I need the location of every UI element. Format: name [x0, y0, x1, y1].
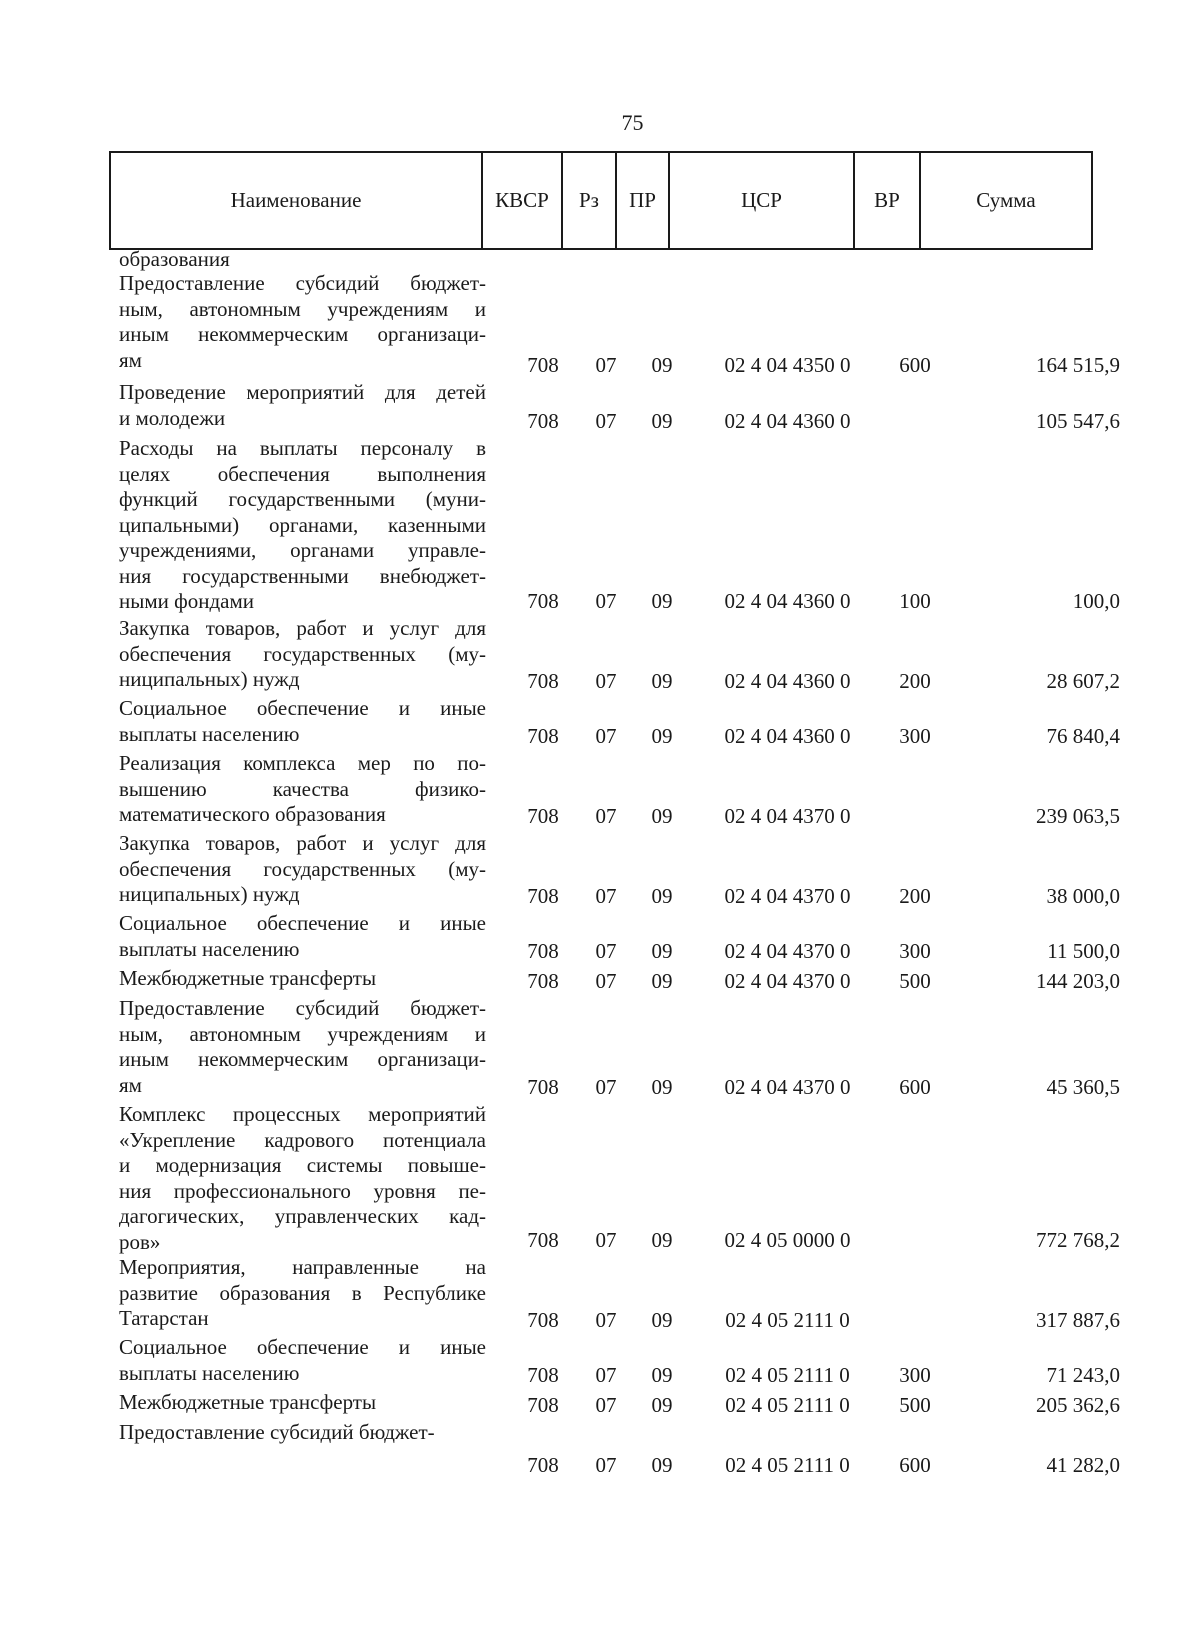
row-name-line: ния государственными внебюджет- — [119, 563, 486, 588]
table-row — [0, 436, 1200, 616]
row-name — [119, 831, 486, 908]
row-name-line: Закупка товаров, работ и услуг для — [119, 831, 486, 855]
row-pr: 09 — [651, 968, 673, 993]
row-name-line: Социальное обеспечение и иные — [119, 1335, 486, 1359]
row-name-line: учреждениями, органами управле- — [119, 538, 486, 562]
table-row — [0, 1420, 1200, 1480]
row-name-line: Предоставление субсидий бюджет- — [119, 1420, 435, 1444]
row-vr: 600 — [899, 1452, 931, 1477]
row-kvsr: 708 — [527, 408, 559, 433]
header-csr: ЦСР — [669, 152, 854, 249]
row-name — [119, 996, 486, 1098]
row-rz: 07 — [595, 968, 617, 993]
row-name-line: иным некоммерческим организаци- — [119, 1047, 486, 1071]
row-name-line: ным, автономным учреждениям и — [119, 1021, 486, 1046]
row-name-line: ными фондами — [119, 589, 255, 613]
row-csr: 02 4 04 4370 0 — [724, 883, 851, 908]
row-sum: 144 203,0 — [1036, 968, 1120, 993]
row-name-line: Реализация комплекса мер по по- — [119, 751, 486, 775]
row-sum: 28 607,2 — [1046, 668, 1120, 693]
row-name-line: Межбюджетные трансферты — [119, 966, 377, 990]
header-rz: Рз — [562, 152, 616, 249]
row-sum: 45 360,5 — [1046, 1074, 1120, 1099]
row-vr: 500 — [899, 968, 931, 993]
row-name-line: ров» — [119, 1229, 161, 1254]
row-sum: 11 500,0 — [1047, 938, 1120, 963]
row-name-line: Социальное обеспечение и иные — [119, 911, 486, 935]
row-rz: 07 — [595, 723, 617, 748]
row-csr: 02 4 05 2111 0 — [725, 1362, 850, 1387]
row-pr: 09 — [651, 1452, 673, 1477]
row-name-line: ным, автономным учреждениям и — [119, 296, 486, 321]
row-name-line: «Укрепление кадрового потенциала — [119, 1127, 486, 1152]
row-name-line: Расходы на выплаты персоналу в — [119, 436, 486, 460]
row-name-line: иным некоммерческим организаци- — [119, 322, 486, 346]
row-name — [119, 616, 486, 693]
row-vr: 200 — [899, 668, 931, 693]
table-row — [0, 247, 1200, 271]
row-csr: 02 4 04 4360 0 — [724, 668, 851, 693]
row-pr: 09 — [651, 803, 673, 828]
row-kvsr: 708 — [527, 1307, 559, 1332]
table-row — [0, 751, 1200, 831]
table-row — [0, 996, 1200, 1102]
row-csr: 02 4 04 4350 0 — [724, 352, 851, 377]
row-name-line: Предоставление субсидий бюджет- — [119, 996, 486, 1020]
row-sum: 317 887,6 — [1036, 1307, 1120, 1332]
row-name-line: ям — [119, 347, 142, 372]
row-name-line: Социальное обеспечение и иные — [119, 696, 486, 720]
header-kvsr: КВСР — [482, 152, 562, 249]
row-kvsr: 708 — [527, 1227, 559, 1252]
row-pr: 09 — [651, 1362, 673, 1387]
table-row — [0, 616, 1200, 696]
row-kvsr: 708 — [527, 1362, 559, 1387]
row-pr: 09 — [651, 1074, 673, 1099]
row-pr: 09 — [651, 1307, 673, 1332]
row-rz: 07 — [595, 408, 617, 433]
row-name — [119, 1420, 486, 1446]
row-name-line: обеспечения государственных (му- — [119, 856, 486, 881]
row-vr: 300 — [899, 1362, 931, 1387]
row-name-line: целях обеспечения выполнения — [119, 461, 486, 486]
table-row — [0, 1102, 1200, 1255]
row-rz: 07 — [595, 668, 617, 693]
row-pr: 09 — [651, 723, 673, 748]
row-name — [119, 911, 486, 962]
header-vr: ВР — [854, 152, 920, 249]
row-rz: 07 — [595, 352, 617, 377]
row-kvsr: 708 — [527, 588, 559, 613]
row-name — [119, 1335, 486, 1386]
row-name-line: выплаты населению — [119, 721, 300, 746]
row-name-line: ниципальных) нужд — [119, 882, 300, 906]
row-name-line: Предоставление субсидий бюджет- — [119, 271, 486, 295]
row-rz: 07 — [595, 803, 617, 828]
row-pr: 09 — [651, 352, 673, 377]
row-vr: 500 — [899, 1392, 931, 1417]
row-name — [119, 696, 486, 747]
table-row — [0, 696, 1200, 751]
row-pr: 09 — [651, 1227, 673, 1252]
row-pr: 09 — [651, 588, 673, 613]
header-name: Наименование — [110, 152, 482, 249]
row-csr: 02 4 05 2111 0 — [725, 1307, 850, 1332]
row-kvsr: 708 — [527, 803, 559, 828]
row-sum: 71 243,0 — [1046, 1362, 1120, 1387]
row-rz: 07 — [595, 1392, 617, 1417]
row-pr: 09 — [651, 668, 673, 693]
row-kvsr: 708 — [527, 1392, 559, 1417]
row-pr: 09 — [651, 938, 673, 963]
row-rz: 07 — [595, 588, 617, 613]
page-number: 75 — [621, 110, 644, 135]
row-kvsr: 708 — [527, 883, 559, 908]
row-name-line: и модернизация системы повыше- — [119, 1153, 486, 1177]
row-kvsr: 708 — [527, 1074, 559, 1099]
row-rz: 07 — [595, 1452, 617, 1477]
row-name-line: Проведение мероприятий для детей — [119, 380, 486, 404]
row-vr: 100 — [899, 588, 931, 613]
row-name-line: дагогических, управленческих кад- — [119, 1204, 486, 1228]
row-rz: 07 — [595, 1362, 617, 1387]
row-vr: 300 — [899, 938, 931, 963]
row-name-line: ципальными) органами, казенными — [119, 512, 486, 537]
table-row — [0, 911, 1200, 966]
row-name-line: Закупка товаров, работ и услуг для — [119, 616, 486, 640]
row-pr: 09 — [651, 1392, 673, 1417]
table-row — [0, 1390, 1200, 1420]
row-name — [119, 380, 486, 431]
row-name — [119, 751, 486, 828]
table-row — [0, 1255, 1200, 1335]
row-name-line: функций государственными (муни- — [119, 487, 486, 511]
row-pr: 09 — [651, 883, 673, 908]
row-name-line: ния профессионального уровня пе- — [119, 1178, 486, 1203]
table-row — [0, 831, 1200, 911]
row-rz: 07 — [595, 1074, 617, 1099]
row-csr: 02 4 05 0000 0 — [724, 1227, 851, 1252]
row-vr: 200 — [899, 883, 931, 908]
row-name — [119, 436, 486, 615]
row-csr: 02 4 04 4360 0 — [724, 408, 851, 433]
row-name-line: образования — [119, 247, 230, 271]
row-name-line: выплаты населению — [119, 936, 300, 961]
row-name-line: математического образования — [119, 802, 386, 826]
row-name — [119, 966, 486, 992]
row-name — [119, 1390, 486, 1416]
row-sum: 205 362,6 — [1036, 1392, 1120, 1417]
row-name — [119, 1102, 486, 1255]
row-kvsr: 708 — [527, 968, 559, 993]
row-sum: 105 547,6 — [1036, 408, 1120, 433]
row-name-line: выплаты населению — [119, 1360, 300, 1385]
row-rz: 07 — [595, 1227, 617, 1252]
row-kvsr: 708 — [527, 352, 559, 377]
row-sum: 38 000,0 — [1046, 883, 1120, 908]
row-vr: 600 — [899, 1074, 931, 1099]
row-vr: 300 — [899, 723, 931, 748]
row-sum: 164 515,9 — [1036, 352, 1120, 377]
row-rz: 07 — [595, 1307, 617, 1332]
row-name — [119, 271, 486, 373]
table-header — [109, 151, 1093, 250]
row-csr: 02 4 04 4370 0 — [724, 938, 851, 963]
row-csr: 02 4 04 4360 0 — [724, 723, 851, 748]
row-name-line: Мероприятия, направленные на — [119, 1255, 486, 1279]
row-name — [119, 1255, 486, 1332]
table-body — [0, 247, 1200, 1480]
row-csr: 02 4 04 4360 0 — [724, 588, 851, 613]
row-name-line: ниципальных) нужд — [119, 667, 300, 691]
row-rz: 07 — [595, 883, 617, 908]
row-csr: 02 4 04 4370 0 — [724, 1074, 851, 1099]
table-row — [0, 966, 1200, 996]
row-sum: 100,0 — [1072, 588, 1120, 613]
row-kvsr: 708 — [527, 1452, 559, 1477]
row-name-line: вышению качества физико- — [119, 776, 486, 801]
row-rz: 07 — [595, 938, 617, 963]
row-sum: 239 063,5 — [1036, 803, 1120, 828]
row-csr: 02 4 04 4370 0 — [724, 803, 851, 828]
row-kvsr: 708 — [527, 668, 559, 693]
header-pr: ПР — [616, 152, 669, 249]
header-sum: Сумма — [920, 152, 1092, 249]
row-name-line: обеспечения государственных (му- — [119, 641, 486, 666]
row-csr: 02 4 05 2111 0 — [725, 1392, 850, 1417]
row-kvsr: 708 — [527, 723, 559, 748]
row-name — [119, 247, 486, 273]
row-csr: 02 4 05 2111 0 — [725, 1452, 850, 1477]
row-sum: 772 768,2 — [1036, 1227, 1120, 1252]
row-sum: 76 840,4 — [1046, 723, 1120, 748]
row-name-line: развитие образования в Республике — [119, 1280, 486, 1305]
row-name-line: Межбюджетные трансферты — [119, 1390, 377, 1414]
row-name-line: и молодежи — [119, 405, 226, 430]
row-name-line: ям — [119, 1072, 142, 1097]
row-sum: 41 282,0 — [1046, 1452, 1120, 1477]
row-kvsr: 708 — [527, 938, 559, 963]
table-row — [0, 271, 1200, 380]
table-row — [0, 380, 1200, 436]
table-row — [0, 1335, 1200, 1390]
row-csr: 02 4 04 4370 0 — [724, 968, 851, 993]
row-vr: 600 — [899, 352, 931, 377]
row-name-line: Татарстан — [119, 1306, 209, 1330]
row-pr: 09 — [651, 408, 673, 433]
row-name-line: Комплекс процессных мероприятий — [119, 1102, 486, 1126]
